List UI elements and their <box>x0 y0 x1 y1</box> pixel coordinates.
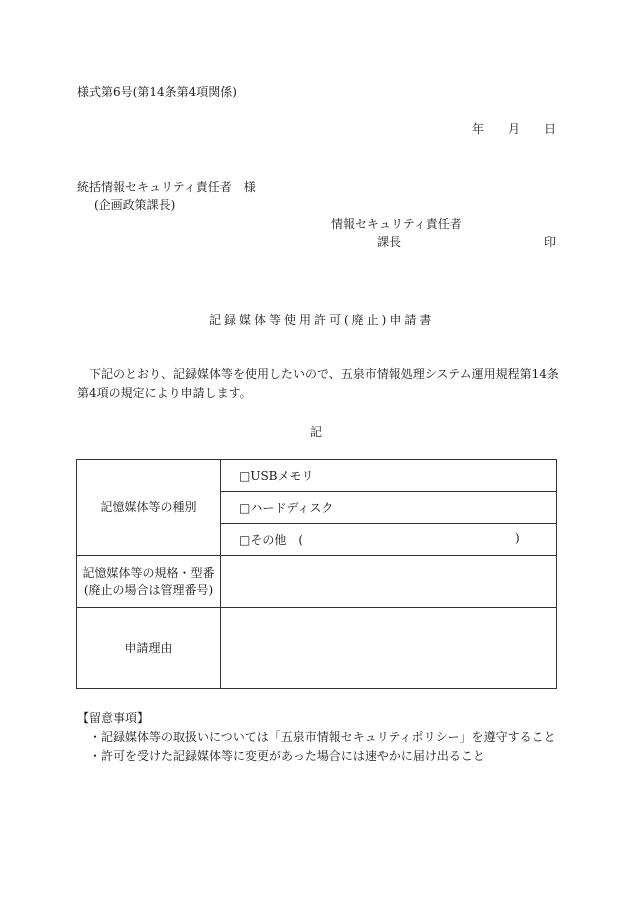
option-other-label: □その他 ( <box>239 533 304 547</box>
media-type-label: 記憶媒体等の種別 <box>77 460 221 556</box>
date-month-label: 月 <box>508 122 521 136</box>
spec-label-cell <box>77 556 221 608</box>
addressee-dept: (企画政策課長) <box>94 198 176 212</box>
application-table <box>76 459 557 689</box>
form-number: 様式第6号(第14条第4項関係) <box>77 85 237 99</box>
option-hard-disk[interactable]: □ハードディスク <box>221 492 557 524</box>
note-item-2: ・許可を受けた記録媒体等に変更があった場合には速やかに届け出ること <box>89 749 485 763</box>
seal-mark: 印 <box>544 235 557 249</box>
body-text-line-2: 第4項の規定により申請します。 <box>77 386 252 400</box>
option-usb-memory[interactable]: □USBメモリ <box>221 460 557 492</box>
note-item-1: ・記録媒体等の取扱いについては「五泉市情報セキュリティポリシー」を遵守すること <box>89 730 556 744</box>
option-other[interactable] <box>221 524 557 556</box>
spec-field[interactable] <box>221 556 557 608</box>
option-other-close-paren: ) <box>515 531 520 545</box>
reason-label: 申請理由 <box>77 608 221 689</box>
body-text-line-1: 下記のとおり、記録媒体等を使用したいので、五泉市情報処理システム運用規程第14条 <box>89 367 559 381</box>
document-title: 記録媒体等使用許可(廃止)申請書 <box>209 313 435 327</box>
spec-label-line-2: (廃止の場合は管理番号) <box>83 582 214 597</box>
spec-label-line-1: 記憶媒体等の規格・型番 <box>82 565 215 580</box>
notes-heading: 【留意事項】 <box>77 711 150 725</box>
date-year-label: 年 <box>472 122 485 136</box>
reason-field[interactable] <box>221 608 557 689</box>
date-day-label: 日 <box>544 122 557 136</box>
applicant-role: 情報セキュリティ責任者 <box>331 217 462 231</box>
addressee-name: 統括情報セキュリティ責任者 様 <box>77 180 256 194</box>
applicant-title: 課長 <box>377 235 402 249</box>
ki-heading: 記 <box>310 425 323 439</box>
